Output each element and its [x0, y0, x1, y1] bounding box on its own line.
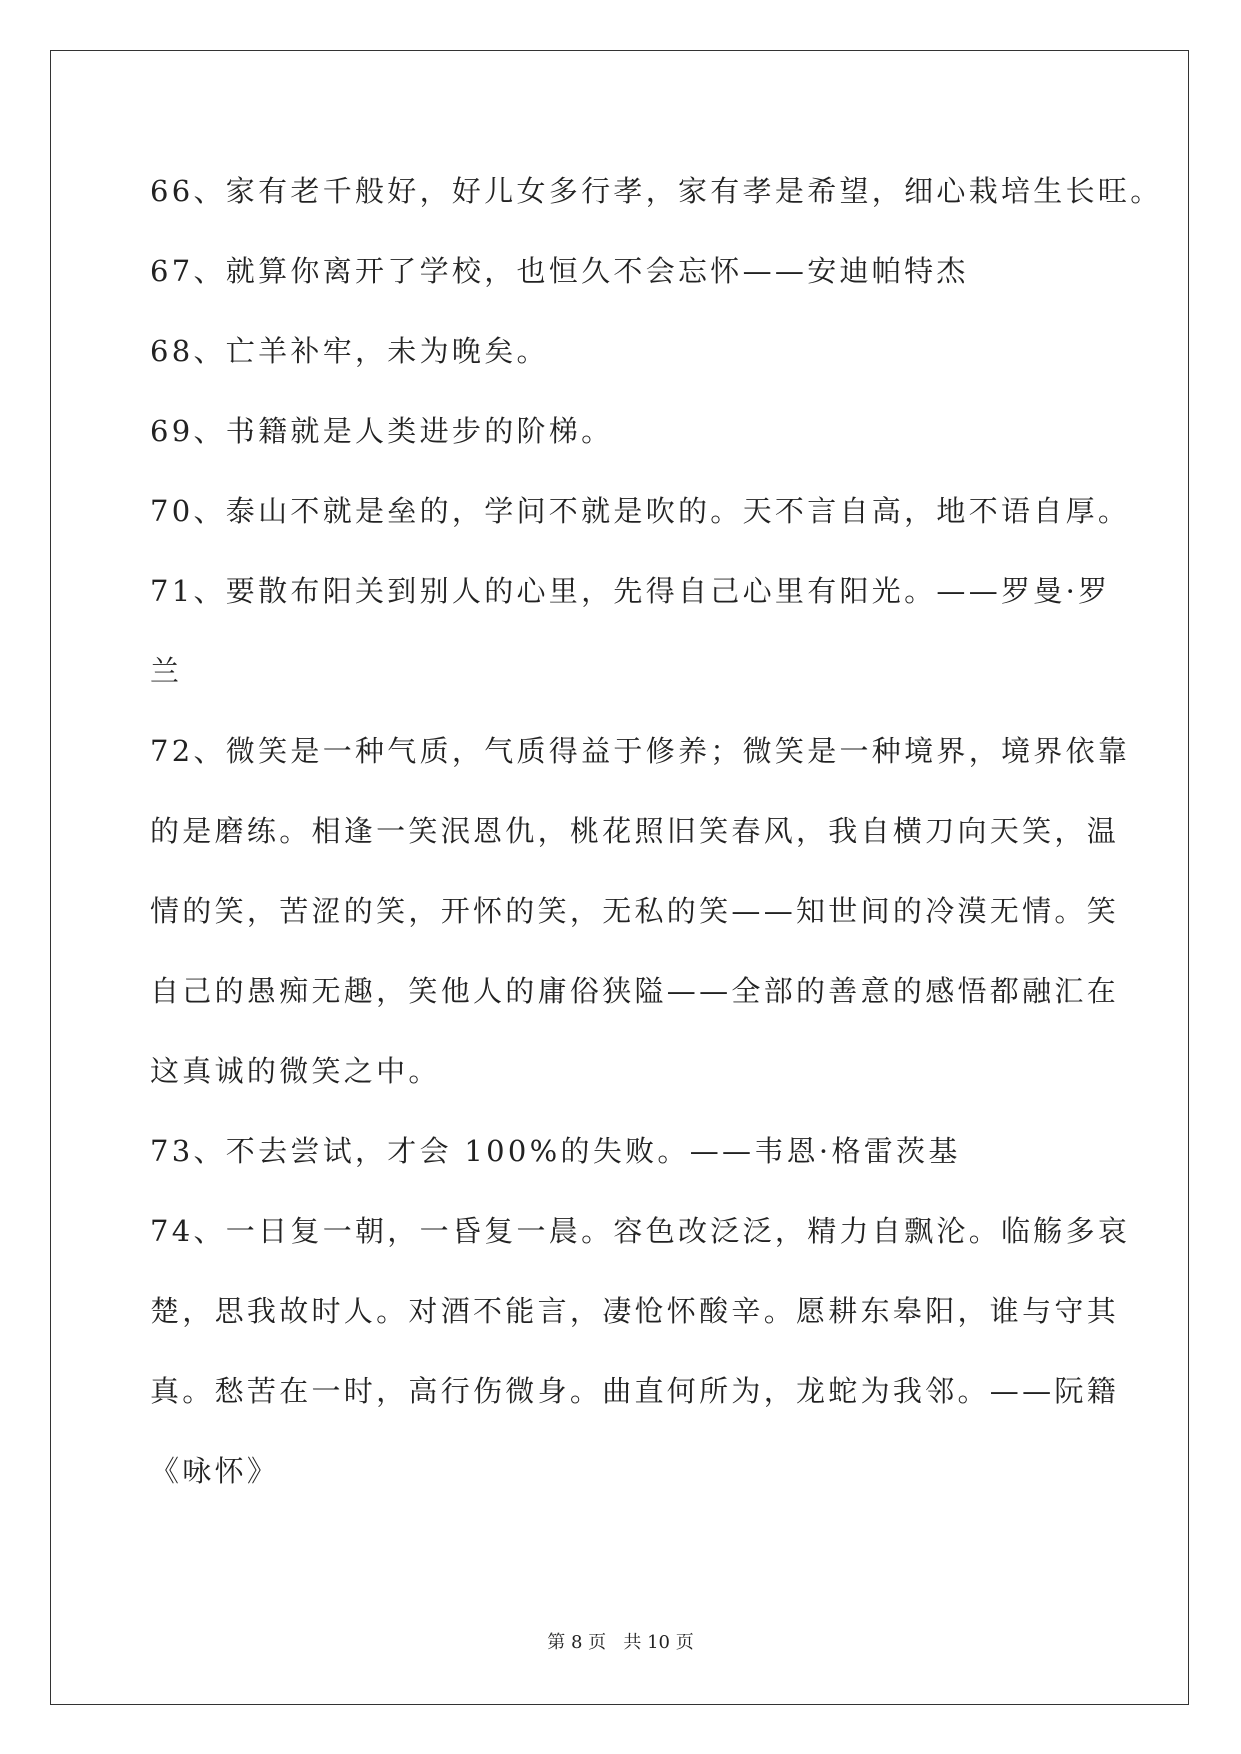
text-line: 70、泰山不就是垒的，学问不就是吹的。天不言自高，地不语自厚。: [150, 494, 1131, 528]
text-line: 真。愁苦在一时，高行伤微身。曲直何所为，龙蛇为我邻。——阮籍: [150, 1374, 1120, 1408]
text-line: 68、亡羊补牢，未为晚矣。: [150, 334, 549, 368]
text-line: 楚，思我故时人。对酒不能言，凄怆怀酸辛。愿耕东皋阳，谁与守其: [150, 1294, 1120, 1328]
text-line: 《咏怀》: [150, 1454, 280, 1488]
text-line: 情的笑，苦涩的笑，开怀的笑，无私的笑——知世间的冷漠无情。笑: [150, 894, 1120, 928]
text-line: 67、就算你离开了学校，也恒久不会忘怀——安迪帕特杰: [150, 254, 969, 288]
text-line: 69、书籍就是人类进步的阶梯。: [150, 414, 614, 448]
text-line: 这真诚的微笑之中。: [150, 1054, 441, 1088]
text-line: 自己的愚痴无趣，笑他人的庸俗狭隘——全部的善意的感悟都融汇在: [150, 974, 1120, 1008]
text-line: 72、微笑是一种气质，气质得益于修养；微笑是一种境界，境界依靠: [150, 734, 1131, 768]
text-line: 66、家有老千般好，好儿女多行孝，家有孝是希望，细心栽培生长旺。: [150, 174, 1163, 208]
text-line: 74、一日复一朝，一昏复一晨。容色改泛泛，精力自飘沦。临觞多哀: [150, 1214, 1131, 1248]
text-line: 71、要散布阳关到别人的心里，先得自己心里有阳光。——罗曼·罗: [150, 574, 1111, 608]
text-line: 73、不去尝试，才会 100%的失败。——韦恩·格雷茨基: [150, 1134, 961, 1168]
text-line: 兰: [150, 654, 183, 688]
page-footer: 第 8 页 共 10 页: [547, 1632, 694, 1653]
text-line: 的是磨练。相逢一笑泯恩仇，桃花照旧笑春风，我自横刀向天笑，温: [150, 814, 1120, 848]
